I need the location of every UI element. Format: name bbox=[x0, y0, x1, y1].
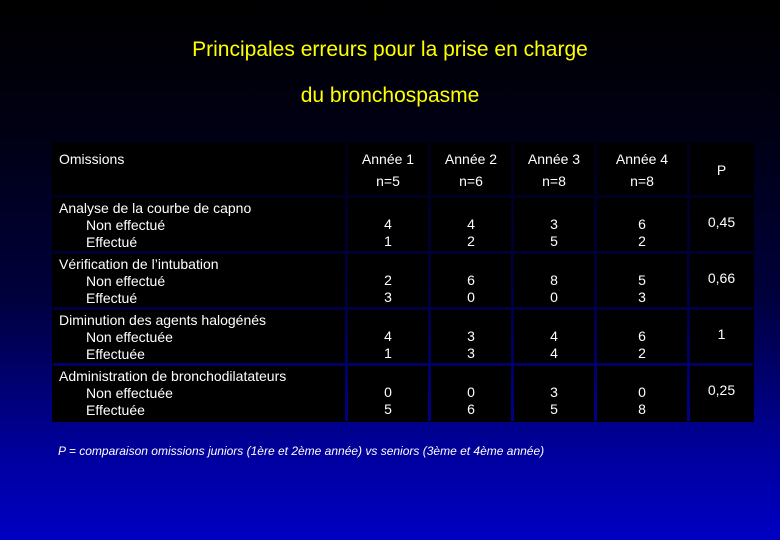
table-cell: 3 5 bbox=[514, 366, 594, 421]
row-label-intubation: Vérification de l’intubation Non effectué Effectué bbox=[53, 254, 345, 307]
column-header-annee-4: Année 4 n=8 bbox=[597, 143, 687, 195]
table-cell: 0 6 bbox=[431, 366, 511, 421]
column-header-annee-3: Année 3 n=8 bbox=[514, 143, 594, 195]
footnote: P = comparaison omissions juniors (1ère et 2ème année) vs seniors (3ème et 4ème année) bbox=[58, 444, 545, 458]
table-cell: 4 1 bbox=[348, 310, 428, 363]
column-header-annee-1: Année 1 n=5 bbox=[348, 143, 428, 195]
table-cell: 6 2 bbox=[597, 310, 687, 363]
column-header-annee-2: Année 2 n=6 bbox=[431, 143, 511, 195]
table-cell: 4 1 bbox=[348, 198, 428, 251]
table-cell: 8 0 bbox=[514, 254, 594, 307]
table-cell: 3 5 bbox=[514, 198, 594, 251]
omissions-table bbox=[52, 142, 754, 422]
row-label-bronchodilatateurs: Administration de bronchodilatateurs Non effectuée Effectuée bbox=[53, 366, 345, 421]
table-cell: 6 2 bbox=[597, 198, 687, 251]
p-value-cell: 0,45 bbox=[690, 198, 753, 251]
row-label-capno: Analyse de la courbe de capno Non effectué Effectué bbox=[53, 198, 345, 251]
p-value-cell: 0,66 bbox=[690, 254, 753, 307]
p-value-cell: 0,25 bbox=[690, 366, 753, 421]
table-cell: 5 3 bbox=[597, 254, 687, 307]
table-cell: 0 5 bbox=[348, 366, 428, 421]
table-cell: 4 2 bbox=[431, 198, 511, 251]
slide-title-line2: du bronchospasme bbox=[300, 84, 480, 107]
table-cell: 2 3 bbox=[348, 254, 428, 307]
corner-label: Omissions bbox=[53, 143, 345, 195]
row-label-halogenes: Diminution des agents halogénés Non effectuée Effectuée bbox=[53, 310, 345, 363]
table-cell: 6 0 bbox=[431, 254, 511, 307]
table-cell: 0 8 bbox=[597, 366, 687, 421]
column-header-p: P bbox=[690, 143, 753, 195]
table-cell: 3 3 bbox=[431, 310, 511, 363]
table-cell: 4 4 bbox=[514, 310, 594, 363]
slide-title-line1: Principales erreurs pour la prise en charge bbox=[192, 38, 588, 61]
p-value-cell: 1 bbox=[690, 310, 753, 363]
